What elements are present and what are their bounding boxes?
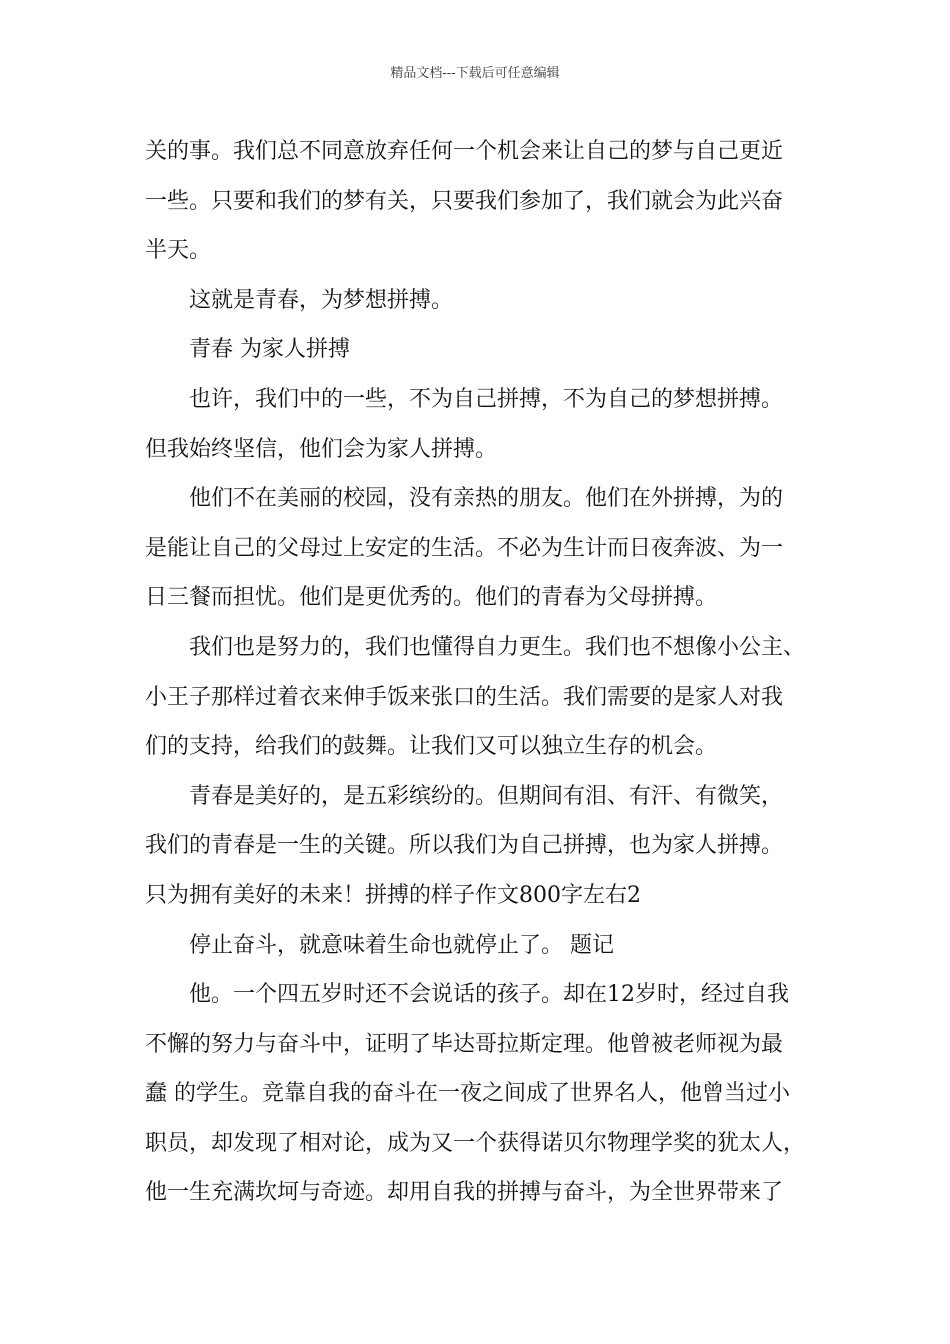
text-line: 青春 为家人拼搏 [189, 337, 350, 363]
text-line: 我们的青春是一生的关键。所以我们为自己拼搏，也为家人拼搏。 [145, 833, 784, 859]
document-body [145, 127, 825, 1218]
text-line: 也许，我们中的一些，不为自己拼搏，不为自己的梦想拼搏。 [189, 386, 784, 412]
text-line: 不懈的努力与奋斗中，证明了毕达哥拉斯定理。他曾被老师视为最 [145, 1031, 784, 1057]
text-line: 他一生充满坎坷与奇迹。却用自我的拼搏与奋斗，为全世界带来了 [145, 1180, 784, 1206]
text-line: 停止奋斗，就意味着生命也就停止了。 题记 [189, 932, 614, 958]
text-line: 小王子那样过着衣来伸手饭来张口的生活。我们需要的是家人对我 [145, 684, 784, 710]
text-line: 职员，却发现了相对论，成为又一个获得诺贝尔物理学奖的犹太人， [145, 1130, 806, 1156]
text-line: 一些。只要和我们的梦有关，只要我们参加了，我们就会为此兴奋 [145, 188, 784, 214]
page-header: 精品文档---下载后可任意编辑 [390, 66, 560, 81]
text-line: 他们不在美丽的校园，没有亲热的朋友。他们在外拼搏，为的 [189, 486, 784, 512]
text-line: 蠢 的学生。竞靠自我的奋斗在一夜之间成了世界名人，他曾当过小 [145, 1081, 790, 1107]
text-line: 青春是美好的，是五彩缤纷的。但期间有泪、有汗、有微笑， [189, 783, 784, 809]
text-line: 日三餐而担忧。他们是更优秀的。他们的青春为父母拼搏。 [145, 585, 718, 611]
text-line: 是能让自己的父母过上安定的生活。不必为生计而日夜奔波、为一 [145, 535, 784, 561]
text-line: 只为拥有美好的未来！拼搏的样子作文800字左右2 [145, 882, 641, 908]
text-line: 半天。 [145, 238, 212, 264]
text-line: 但我始终坚信，他们会为家人拼搏。 [145, 436, 498, 462]
text-line: 他。一个四五岁时还不会说话的孩子。却在12岁时，经过自我 [189, 982, 789, 1008]
text-line: 们的支持，给我们的鼓舞。让我们又可以独立生存的机会。 [145, 734, 718, 760]
text-line: 关的事。我们总不同意放弃任何一个机会来让自己的梦与自己更近 [145, 139, 784, 164]
text-line: 我们也是努力的，我们也懂得自力更生。我们也不想像小公主、 [189, 634, 806, 660]
text-line: 这就是青春，为梦想拼搏。 [189, 287, 454, 313]
